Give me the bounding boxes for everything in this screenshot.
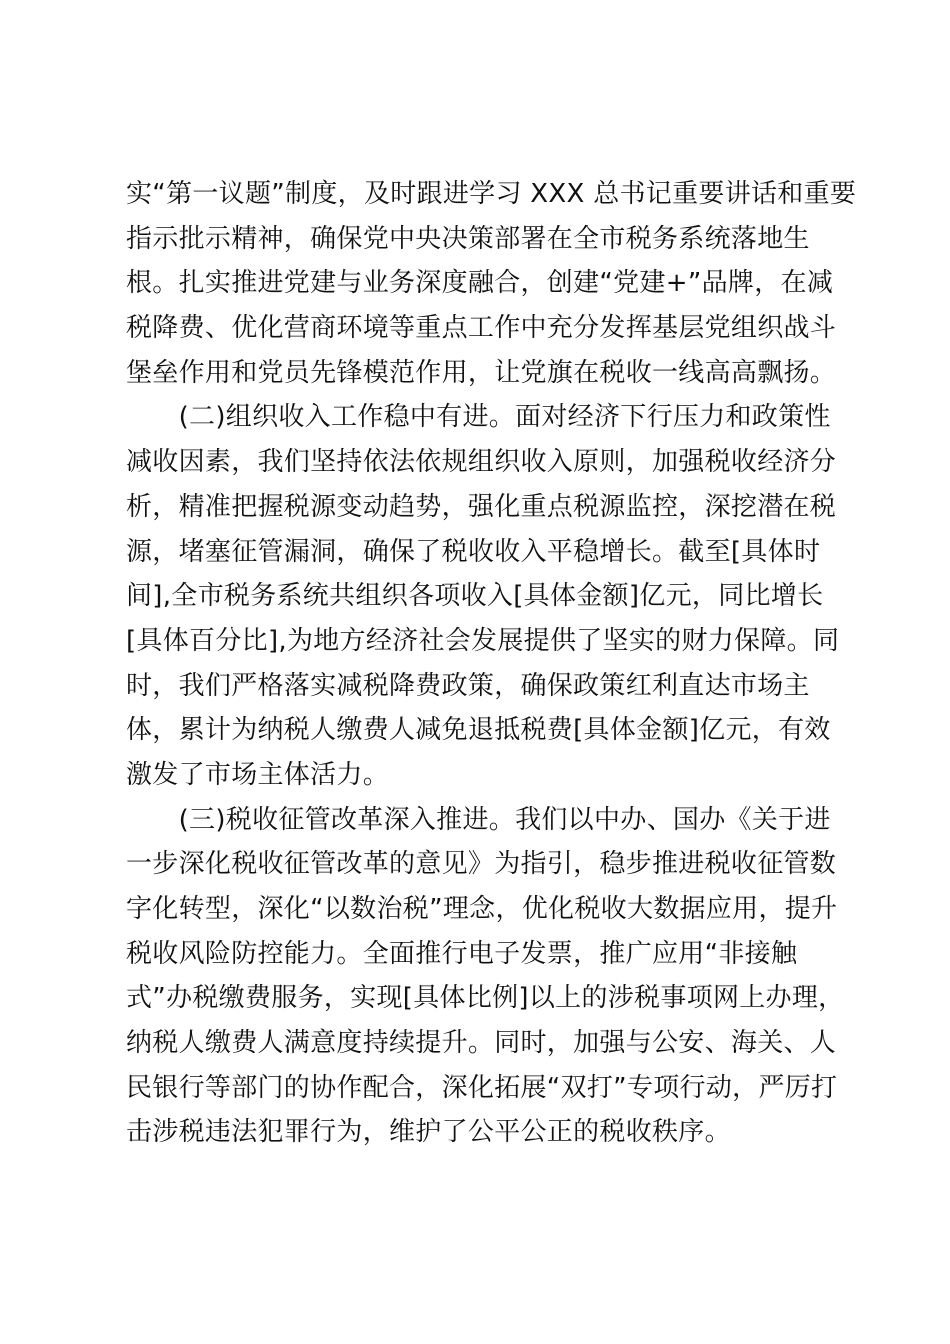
- text-line: 体，累计为纳税人缴费人减免退抵税费[具体金额]亿元，有效: [126, 715, 831, 746]
- text-line: 击涉税违法犯罪行为，维护了公平公正的税收秩序。: [126, 1117, 731, 1148]
- text-line: 减收因素，我们坚持依法依规组织收入原则，加强税收经济分: [126, 447, 837, 478]
- text-line: 堡垒作用和党员先锋模范作用，让党旗在税收一线高高飘扬。: [126, 357, 837, 388]
- text-line: 实“第一议题”制度，及时跟进学习 XXX 总书记重要讲话和重要: [126, 179, 857, 209]
- text-line: 激发了市场主体活力。: [126, 759, 390, 790]
- text-line: 税降费、优化营商环境等重点工作中充分发挥基层党组织战斗: [126, 313, 837, 344]
- text-line: 字化转型，深化“以数治税”理念，优化税收大数据应用，提升: [126, 894, 838, 924]
- text-line: 时，我们严格落实减税降费政策，确保政策红利直达市场主: [126, 670, 810, 701]
- text-line: (二)组织收入工作稳中有进。面对经济下行压力和政策性: [126, 402, 831, 433]
- text-line: 税收风险防控能力。全面推行电子发票，推广应用“非接触: [126, 938, 798, 969]
- text-line: 一步深化税收征管改革的意见》为指引，稳步推进税收征管数: [126, 849, 837, 880]
- text-line: 根。扎实推进党建与业务深度融合，创建“党建+”品牌，在减: [126, 268, 834, 299]
- text-line: 指示批示精神，确保党中央决策部署在全市税务系统落地生: [126, 223, 810, 254]
- text-line: (三)税收征管改革深入推进。我们以中办、国办《关于进: [126, 804, 831, 835]
- text-line: 式”办税缴费服务，实现[具体比例]以上的涉税事项网上办理，: [126, 983, 845, 1014]
- text-line: [具体百分比],为地方经济社会发展提供了坚实的财力保障。同: [126, 625, 840, 656]
- document-body: [126, 172, 857, 1155]
- text-line: 源，堵塞征管漏洞，确保了税收收入平稳增长。截至[具体时: [126, 536, 821, 567]
- text-line: 析，精准把握税源变动趋势，强化重点税源监控，深挖潜在税: [126, 491, 837, 522]
- text-line: 民银行等部门的协作配合，深化拓展“双打”专项行动，严厉打: [126, 1072, 838, 1103]
- text-line: 间],全市税务系统共组织各项收入[具体金额]亿元，同比增长: [126, 581, 824, 612]
- text-line: 纳税人缴费人满意度持续提升。同时，加强与公安、海关、人: [126, 1028, 837, 1059]
